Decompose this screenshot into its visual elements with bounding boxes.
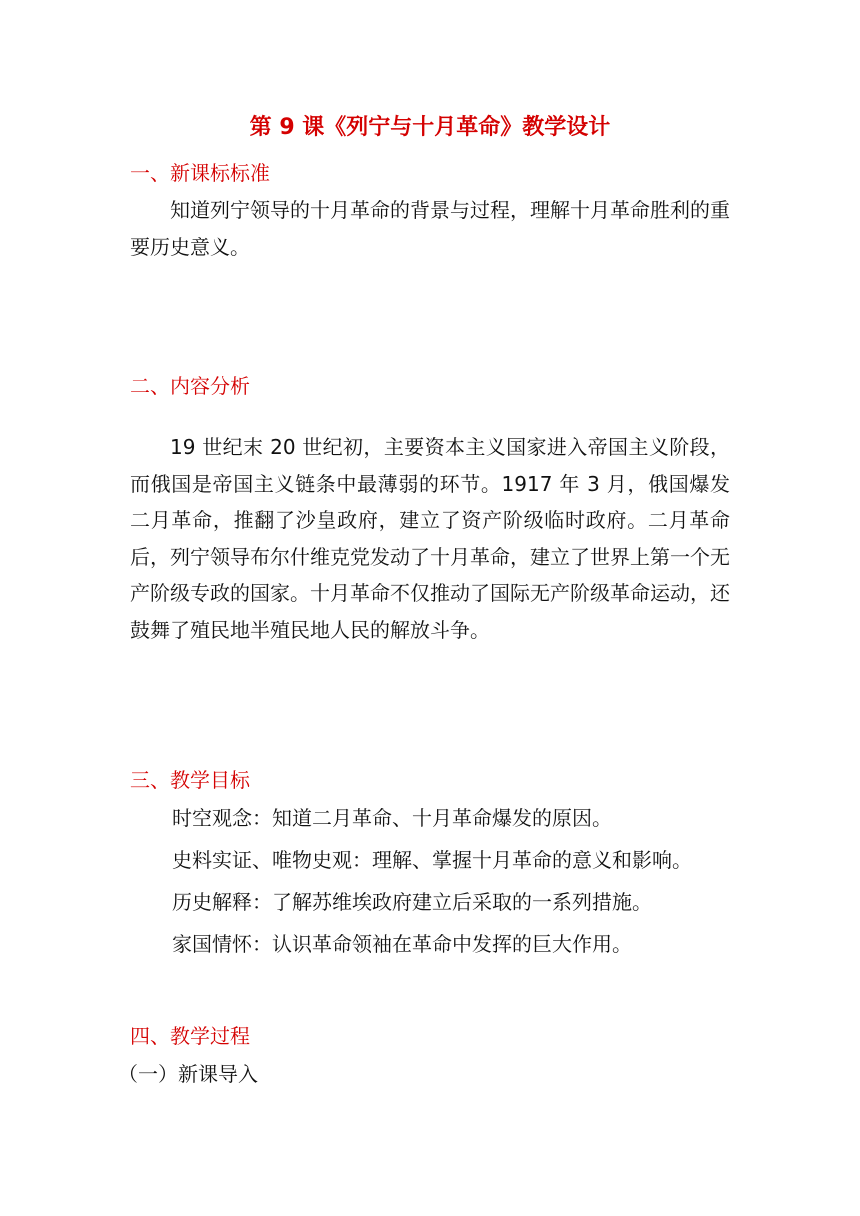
section-heading-content-analysis: 二、内容分析 xyxy=(130,374,250,398)
goal-item: 史料实证、唯物史观：理解、掌握十月革命的意义和影响。 xyxy=(172,848,692,872)
document-title: 第 9 课《列宁与十月革命》教学设计 xyxy=(249,115,611,140)
goal-item: 时空观念：知道二月革命、十月革命爆发的原因。 xyxy=(172,806,612,830)
section-heading-teaching-process: 四、教学过程 xyxy=(130,1024,250,1048)
section-heading-teaching-goals: 三、教学目标 xyxy=(130,768,250,792)
subheading-lesson-intro: （一）新课导入 xyxy=(118,1062,258,1086)
goal-item: 历史解释：了解苏维埃政府建立后采取的一系列措施。 xyxy=(172,890,652,914)
standards-paragraph: 知道列宁领导的十月革命的背景与过程，理解十月革命胜利的重要历史意义。 xyxy=(130,198,730,259)
goal-item: 家国情怀：认识革命领袖在革命中发挥的巨大作用。 xyxy=(172,932,632,956)
section-heading-standards: 一、新课标标准 xyxy=(130,161,270,185)
content-analysis-paragraph: 19 世纪末 20 世纪初，主要资本主义国家进入帝国主义阶段，而俄国是帝国主义链条中最薄弱的环节。1917 年 3 月，俄国爆发二月革命，推翻了沙皇政府，建立了资产阶级临时政府。二月革命后，列宁领导布尔什维克党发动了十月革命，建立了世界上第一个无产阶级专政的国家。十月革命不仅推动了国际无产阶级革命运动，还鼓舞了殖民地半殖民地人民的解放斗争。 xyxy=(130,435,730,642)
